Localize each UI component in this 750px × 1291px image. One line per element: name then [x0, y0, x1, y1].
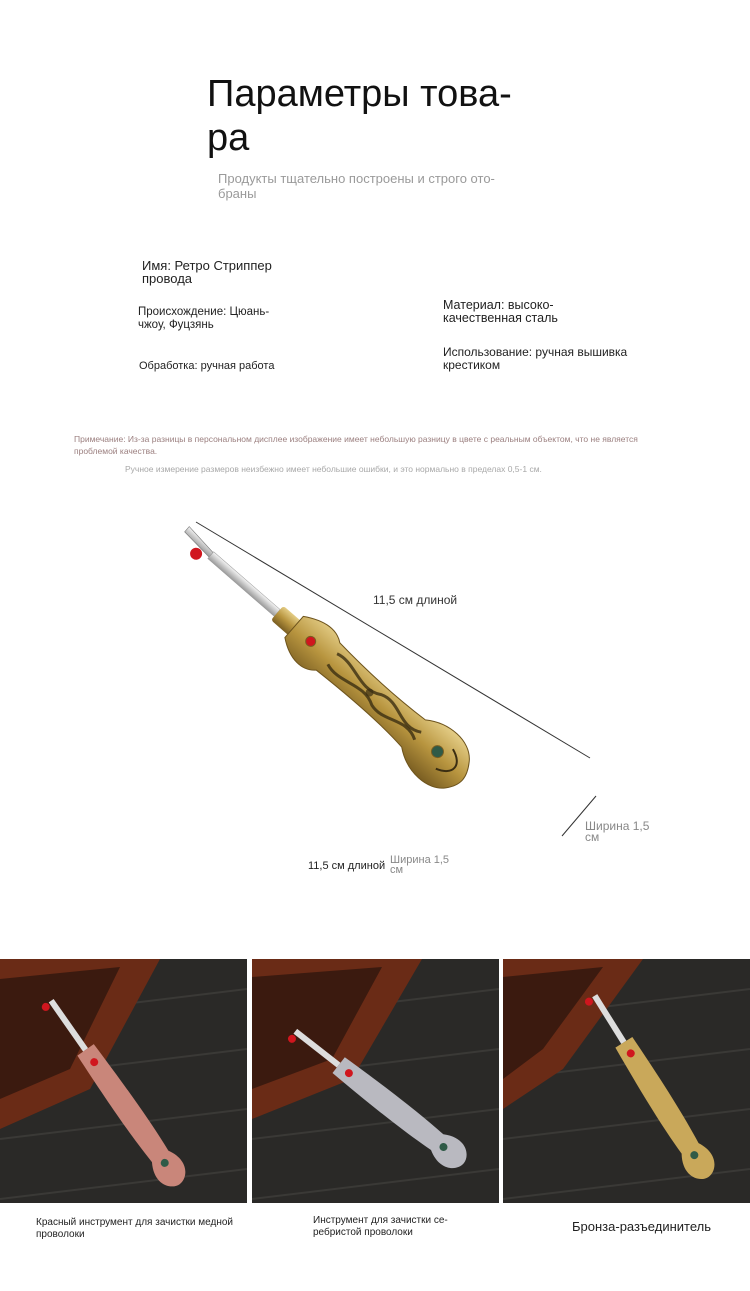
param-processing: Обработка: ручная работа [139, 360, 275, 372]
color-difference-note: Примечание: Из-за разницы в персональном дисплее изображение имеет небольшую разницу в цвете с реальным объектом, что не является проблемой качества. [74, 434, 638, 456]
length-dimension-label: 11,5 см длиной [373, 593, 458, 607]
width-caption: Ширина 1,5 см [390, 854, 450, 876]
variant-photo-silver [252, 959, 499, 1203]
variant-caption-silver: Инструмент для зачистки се-ребристой проволоки [313, 1215, 448, 1238]
variant-photo-bronze [503, 959, 750, 1203]
param-origin: Происхождение: Цюань-чжоу, Фуцзянь [138, 306, 270, 331]
length-caption: 11,5 см длиной [308, 860, 386, 872]
product-dimension-drawing [0, 500, 750, 860]
width-dimension-label: Ширина 1,5 см [585, 819, 650, 844]
param-usage: Использование: ручная вышивка крестиком [443, 345, 628, 372]
param-material: Материал: высоко-качественная сталь [443, 298, 558, 325]
page-subtitle: Продукты тщательно построены и строго ото-браны [218, 171, 495, 201]
variant-caption-copper: Красный инструмент для зачистки медной проволоки [36, 1217, 233, 1240]
size-measurement-note: Ручное измерение размеров неизбежно имеет небольшие ошибки, и это нормально в пределах 0,5-1 см. [125, 464, 542, 474]
variant-caption-bronze: Бронза-разъединитель [572, 1219, 712, 1234]
page-title: Параметры това-ра [207, 73, 512, 159]
param-name: Имя: Ретро Стриппер провода [142, 258, 272, 286]
seam-ripper-image [163, 512, 483, 801]
variant-photo-copper [0, 959, 247, 1203]
